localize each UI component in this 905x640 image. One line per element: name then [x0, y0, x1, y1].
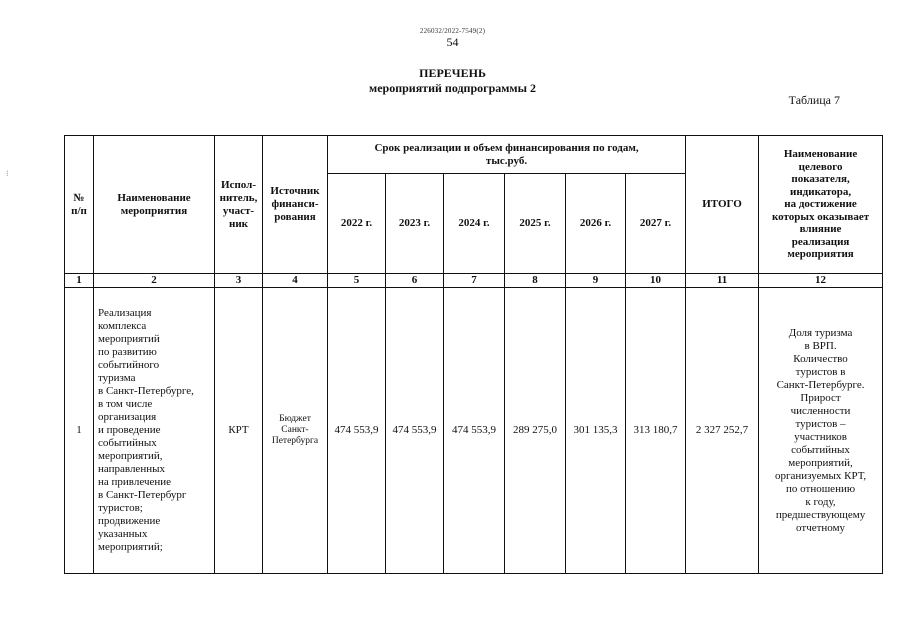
- header-year: 2023 г.: [386, 174, 444, 274]
- table-label: Таблица 7: [788, 93, 840, 107]
- row-total: 2 327 252,7: [686, 288, 759, 574]
- row-value-2022: 474 553,9: [328, 288, 386, 574]
- document-id: 226032/2022-7549(2): [419, 27, 486, 35]
- page-title: ПЕРЕЧЕНЬ: [419, 66, 486, 80]
- row-value-2026: 301 135,3: [566, 288, 626, 574]
- column-number: 2: [94, 274, 215, 288]
- header-indicator: Наименование целевого показателя, индикатора, на достижение которых оказывает влияние реализация мероприятия: [759, 136, 883, 274]
- row-executor: КРТ: [215, 288, 263, 574]
- column-number: 9: [566, 274, 626, 288]
- page-subtitle: мероприятий подпрограммы 2: [369, 81, 536, 95]
- measures-table: [64, 135, 883, 574]
- column-number: 11: [686, 274, 759, 288]
- row-value-2025: 289 275,0: [505, 288, 566, 574]
- header-year: 2025 г.: [505, 174, 566, 274]
- header-executor: Испол- нитель, участ- ник: [215, 136, 263, 274]
- margin-mark: ⁝: [6, 169, 9, 178]
- header-source: Источник финанси- рования: [263, 136, 328, 274]
- header-total: ИТОГО: [686, 136, 759, 274]
- row-value-2024: 474 553,9: [444, 288, 505, 574]
- row-value-2023: 474 553,9: [386, 288, 444, 574]
- row-num: 1: [65, 288, 94, 574]
- table-row: [65, 288, 883, 574]
- header-num: № п/п: [65, 136, 94, 274]
- column-number: 6: [386, 274, 444, 288]
- column-number: 4: [263, 274, 328, 288]
- column-number: 12: [759, 274, 883, 288]
- row-funding-source: Бюджет Санкт- Петербурга: [263, 288, 328, 574]
- header-year: 2026 г.: [566, 174, 626, 274]
- column-number: 10: [626, 274, 686, 288]
- row-measure-name: Реализация комплекса мероприятий по развитию событийного туризма в Санкт-Петербурге, в том числе организация и проведение событийных мероприятий, направленных на привлечение в Санкт-Петербург туристов; продвижение указанных мероприятий;: [94, 288, 215, 574]
- row-indicator: Доля туризма в ВРП. Количество туристов в Санкт-Петербурге. Прирост численности туристов – участников событийных мероприятий, организуемых КРТ, по отношению к году, предшествующему отчетному: [759, 288, 883, 574]
- header-year: 2024 г.: [444, 174, 505, 274]
- column-number: 8: [505, 274, 566, 288]
- row-value-2027: 313 180,7: [626, 288, 686, 574]
- column-number: 1: [65, 274, 94, 288]
- header-period-group: Срок реализации и объем финансирования по годам, тыс.руб.: [328, 136, 686, 174]
- header-year: 2022 г.: [328, 174, 386, 274]
- page-number: 54: [446, 35, 459, 49]
- header-year: 2027 г.: [626, 174, 686, 274]
- column-number: 3: [215, 274, 263, 288]
- column-number: 7: [444, 274, 505, 288]
- header-name: Наименование мероприятия: [94, 136, 215, 274]
- column-number: 5: [328, 274, 386, 288]
